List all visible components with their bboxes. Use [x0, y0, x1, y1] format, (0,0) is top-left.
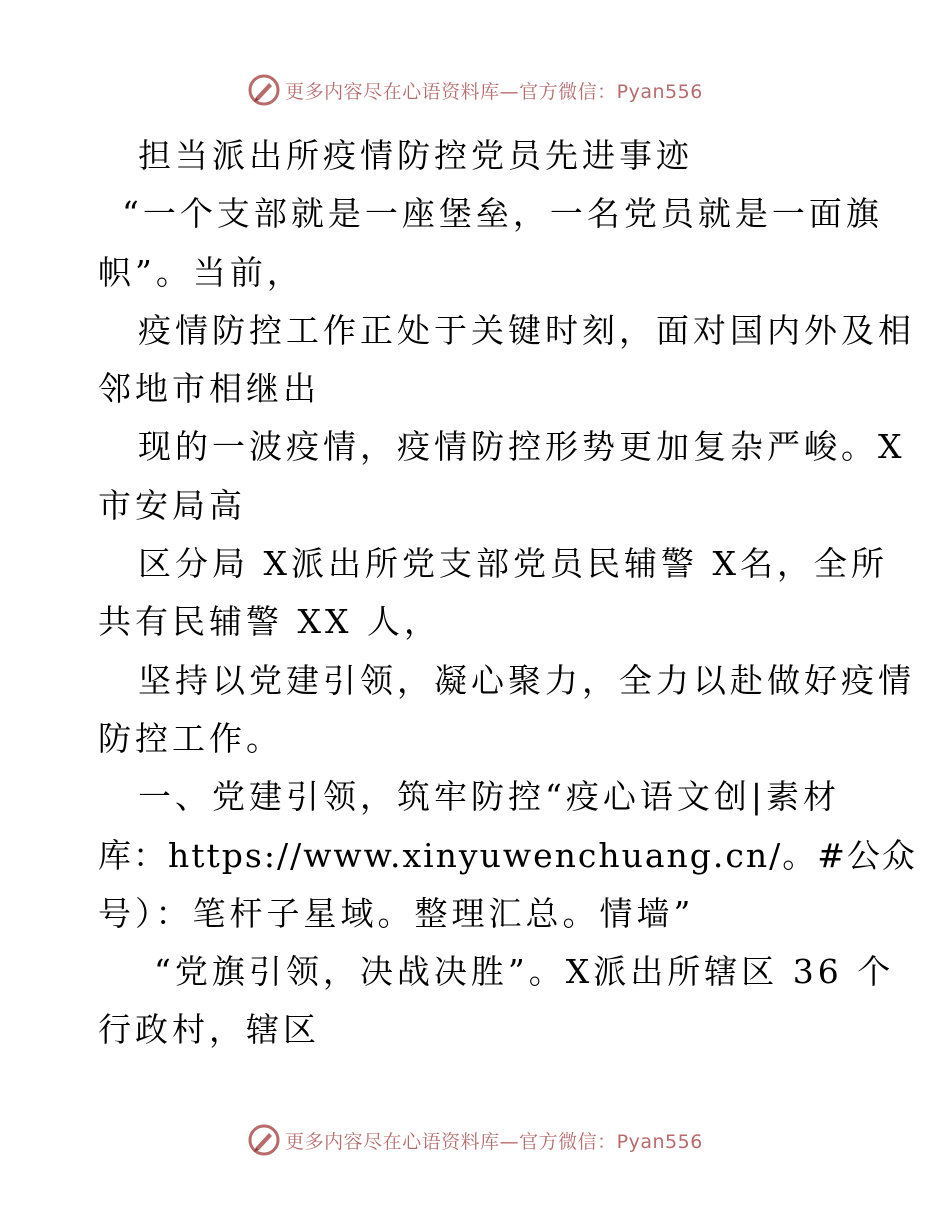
- header-banner-text: 更多内容尽在心语资料库—官方微信：Pyan556: [285, 80, 703, 103]
- paragraph-line: 现的一波疫情，疫情防控形势更加复杂严峻。X: [138, 427, 906, 467]
- footer-banner-text: 更多内容尽在心语资料库—官方微信：Pyan556: [285, 1130, 703, 1153]
- paragraph-line: 坚持以党建引领，凝心聚力，全力以赴做好疫情: [138, 660, 915, 700]
- paragraph-line: 共有民辅警 XX 人，: [98, 602, 441, 642]
- pen-logo-icon: [247, 73, 281, 107]
- paragraph-line: 号）：笔杆子星域。整理汇总。情墙”: [98, 893, 695, 933]
- paragraph-line: 帜”。当前，: [98, 252, 304, 292]
- paragraph-line: 区分局 X派出所党支部党员民辅警 X名，全所: [138, 544, 888, 584]
- document-body: [98, 127, 917, 1060]
- paragraph-line: 行政村，辖区: [98, 1010, 320, 1050]
- paragraph-line: 防控工作。: [98, 718, 283, 758]
- pen-logo-icon: [247, 1123, 281, 1157]
- paragraph-line-url: 库：https://www.xinyuwenchuang.cn/。#公众: [98, 835, 917, 875]
- header-watermark-banner: [0, 70, 950, 110]
- section-heading-line: 一、党建引领，筑牢防控“疫心语文创|素材: [138, 777, 840, 817]
- footer-watermark-banner: [0, 1120, 950, 1160]
- paragraph-line: 邻地市相继出: [98, 369, 320, 409]
- document-title: 担当派出所疫情防控党员先进事迹: [138, 136, 693, 175]
- paragraph-line: 市安局高: [98, 485, 246, 525]
- paragraph-line: 疫情防控工作正处于关键时刻，面对国内外及相: [138, 310, 915, 350]
- paragraph-line: “党旗引领，决战决胜”。X派出所辖区 36 个: [154, 952, 895, 992]
- paragraph-line: “一个支部就是一座堡垒，一名党员就是一面旗: [122, 194, 883, 234]
